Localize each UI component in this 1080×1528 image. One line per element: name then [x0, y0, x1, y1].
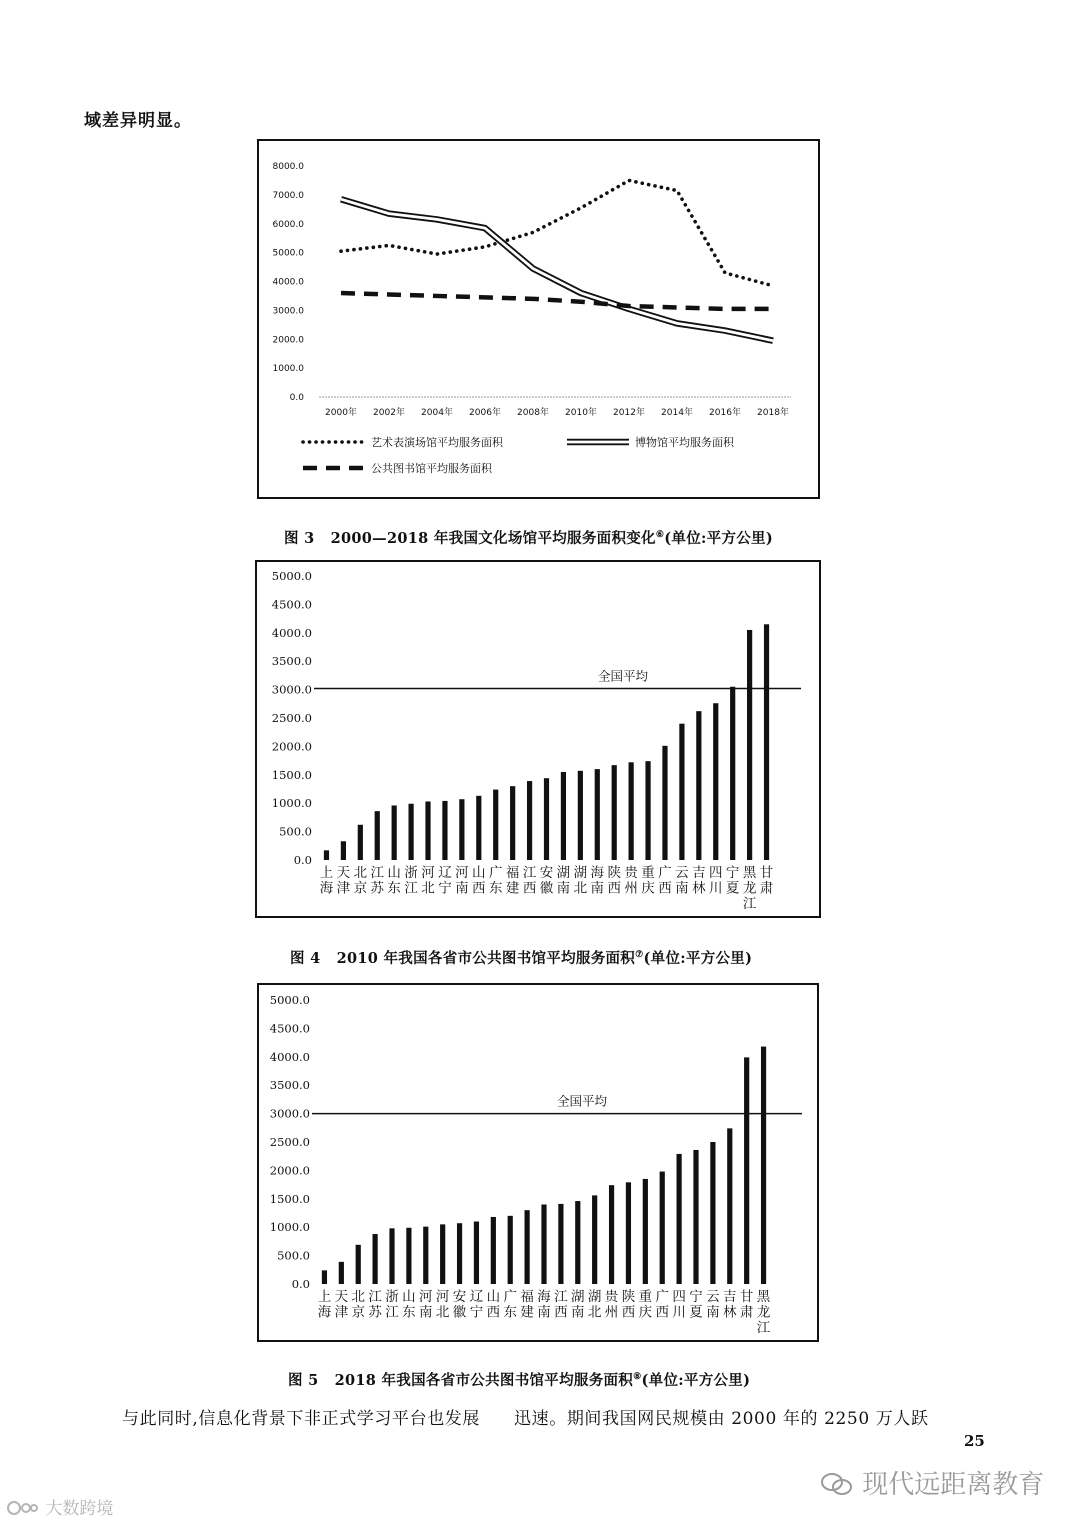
figure5-x-tick-label: 广西 — [655, 1289, 669, 1321]
figure3-y-tick-label: 6000.0 — [272, 219, 304, 230]
figure5-x-tick-label: 甘肃 — [739, 1289, 754, 1321]
figure4-y-tick-label: 2500.0 — [271, 711, 312, 725]
bilibili-logo-icon — [6, 1498, 40, 1518]
figure5-bar — [693, 1150, 698, 1284]
figure5-x-tick-label: 福建 — [520, 1289, 534, 1321]
figure3-y-tick-label: 0.0 — [289, 393, 304, 403]
figure4-x-tick-label: 安徽 — [539, 865, 554, 897]
figure5-y-tick-label: 4000.0 — [269, 1049, 310, 1064]
figure5-bar — [575, 1201, 580, 1284]
figure3-line-chart — [259, 141, 818, 497]
figure4-bar — [645, 761, 650, 860]
figure4-bar — [408, 804, 413, 860]
figure5-bar — [592, 1195, 597, 1284]
figure5-y-tick-label: 3500.0 — [269, 1078, 310, 1093]
page-number: 25 — [964, 1432, 985, 1450]
figure5-bar — [339, 1262, 344, 1284]
figure3-x-tick-label: 2016年 — [709, 408, 741, 418]
figure4-bar — [476, 796, 481, 860]
figure4-x-tick-label: 江西 — [522, 865, 537, 897]
figure5-average-label: 全国平均 — [556, 1093, 608, 1109]
figure3-x-tick-label: 2000年 — [325, 408, 357, 418]
figure5-x-tick-label: 湖南 — [571, 1289, 585, 1321]
figure5-x-tick-label: 吉林 — [723, 1289, 737, 1321]
figure4-x-tick-label: 黑龙江 — [742, 865, 757, 912]
figure4-caption — [290, 947, 752, 968]
figure4-bar — [662, 746, 667, 860]
figure3-caption-label: 图 3 — [284, 530, 315, 547]
figure4-bar — [358, 825, 363, 860]
figure5-y-tick-label: 5000.0 — [269, 993, 310, 1007]
figure4-x-tick-label: 陕西 — [607, 865, 621, 897]
figure3-caption-note: ⑥ — [655, 530, 665, 541]
figure4-x-tick-label: 贵州 — [624, 865, 638, 897]
figure4-x-tick-label: 上海 — [319, 865, 334, 897]
figure4-x-tick-label: 海南 — [590, 865, 605, 897]
figure5-x-tick-label: 四川 — [672, 1289, 686, 1321]
figure5-x-tick-label: 云南 — [706, 1289, 720, 1321]
figure4-bar — [425, 801, 430, 860]
figure5-x-tick-label: 广东 — [503, 1289, 517, 1321]
figure5-bar — [389, 1228, 394, 1284]
figure3-x-tick-label: 2014年 — [661, 408, 693, 418]
figure5-caption-unit: (单位:平方公里) — [641, 1372, 751, 1389]
figure5-bar — [322, 1270, 327, 1284]
figure5-caption-title: 2018 年我国各省市公共图书馆平均服务面积 — [334, 1372, 634, 1389]
figure5-bar — [643, 1179, 648, 1284]
figure5-bar — [609, 1185, 614, 1284]
figure5-frame — [257, 983, 819, 1342]
watermark-right — [820, 1464, 1044, 1501]
figure4-bar — [324, 850, 329, 860]
figure5-x-tick-label: 北京 — [351, 1289, 365, 1321]
figure4-x-tick-label: 北京 — [353, 865, 368, 897]
figure4-caption-unit: (单位:平方公里) — [643, 950, 753, 967]
figure4-bar — [392, 805, 397, 860]
figure5-bar — [440, 1224, 445, 1284]
figure5-x-tick-label: 安徽 — [452, 1289, 467, 1321]
figure5-caption-note: ⑧ — [633, 1372, 642, 1383]
figure3-y-tick-label: 8000.0 — [272, 162, 304, 172]
figure4-x-tick-label: 宁夏 — [725, 865, 740, 897]
figure3-caption — [284, 527, 773, 548]
figure3-x-tick-label: 2006年 — [469, 408, 501, 418]
figure5-x-tick-label: 江西 — [554, 1289, 568, 1321]
figure4-x-tick-label: 吉林 — [692, 865, 706, 897]
watermark-left — [6, 1494, 113, 1519]
body-text-line — [122, 1404, 929, 1429]
figure4-x-tick-label: 甘肃 — [759, 865, 774, 897]
figure5-x-tick-label: 江苏 — [368, 1289, 382, 1321]
figure4-x-tick-label: 山西 — [472, 865, 486, 897]
figure4-caption-note: ⑦ — [635, 950, 644, 961]
figure4-caption-title: 2010 年我国各省市公共图书馆平均服务面积 — [336, 950, 636, 967]
figure5-x-tick-label: 天津 — [334, 1289, 349, 1321]
figure5-x-tick-label: 贵州 — [604, 1289, 619, 1321]
figure5-y-tick-label: 4500.0 — [269, 1021, 310, 1036]
figure5-bar — [677, 1154, 682, 1284]
figure4-bar — [713, 703, 718, 860]
figure5-x-tick-label: 上海 — [317, 1289, 332, 1321]
figure4-average-label: 全国平均 — [597, 668, 649, 684]
figure5-bar — [491, 1217, 496, 1284]
figure5-x-tick-label: 河南 — [419, 1289, 433, 1321]
figure4-y-tick-label: 0.0 — [293, 853, 312, 867]
figure4-x-tick-label: 浙江 — [404, 865, 418, 897]
figure4-x-tick-label: 福建 — [505, 865, 520, 897]
figure5-x-tick-label: 山东 — [402, 1289, 416, 1321]
figure3-caption-unit: (单位:平方公里) — [664, 530, 774, 547]
figure5-bar — [508, 1216, 513, 1284]
figure3-y-tick-label: 3000.0 — [272, 306, 304, 317]
figure4-bar — [747, 630, 752, 860]
figure5-bar — [710, 1142, 715, 1284]
figure4-bar-chart — [257, 562, 819, 916]
figure4-x-tick-label: 广西 — [658, 865, 672, 897]
figure4-x-tick-label: 湖南 — [556, 865, 571, 897]
figure5-x-tick-label: 河北 — [435, 1289, 450, 1321]
figure4-x-tick-label: 江苏 — [370, 865, 384, 897]
figure3-x-tick-label: 2002年 — [373, 408, 405, 418]
figure4-x-tick-label: 山东 — [387, 865, 401, 897]
figure4-y-tick-label: 3500.0 — [271, 654, 312, 669]
figure5-y-tick-label: 1000.0 — [269, 1220, 310, 1235]
figure3-legend-label: 公共图书馆平均服务面积 — [371, 462, 492, 475]
figure5-bar — [761, 1047, 766, 1284]
figure4-bar — [493, 790, 498, 860]
figure3-y-tick-label: 7000.0 — [272, 190, 304, 201]
figure4-x-tick-label: 云南 — [675, 865, 689, 897]
figure4-bar — [696, 711, 701, 860]
figure3-y-tick-label: 5000.0 — [272, 248, 304, 259]
watermark-left-text: 大数跨境 — [45, 1499, 114, 1519]
figure5-bar — [727, 1128, 732, 1284]
figure4-bar — [527, 781, 532, 860]
figure5-bar — [626, 1182, 631, 1284]
figure5-bar — [541, 1204, 546, 1284]
figure5-bar — [558, 1204, 563, 1284]
figure4-y-tick-label: 3000.0 — [271, 682, 312, 697]
figure5-bar — [373, 1234, 378, 1284]
figure4-bar — [561, 772, 566, 860]
body-text-right: 迅速。期间我国网民规模由 2000 年的 2250 万人跃 — [514, 1409, 929, 1429]
figure4-x-tick-label: 辽宁 — [438, 865, 452, 897]
figure5-x-tick-label: 山西 — [486, 1289, 501, 1321]
figure5-bar — [457, 1223, 462, 1284]
figure4-y-tick-label: 4000.0 — [271, 625, 312, 640]
figure4-bar — [544, 778, 549, 860]
figure5-y-tick-label: 2500.0 — [269, 1135, 310, 1149]
figure3-x-tick-label: 2010年 — [565, 408, 597, 418]
figure5-y-tick-label: 500.0 — [277, 1248, 310, 1263]
figure4-x-tick-label: 河北 — [421, 865, 435, 897]
figure4-y-tick-label: 4500.0 — [271, 597, 312, 612]
figure5-caption — [288, 1369, 750, 1390]
figure5-caption-label: 图 5 — [288, 1372, 319, 1389]
figure4-bar — [442, 801, 447, 860]
wechat-icon — [820, 1472, 854, 1496]
figure5-x-tick-label: 浙江 — [385, 1289, 399, 1321]
watermark-right-text: 现代远距离教育 — [862, 1470, 1045, 1500]
figure4-x-tick-label: 广东 — [488, 865, 503, 897]
figure5-bar — [356, 1245, 361, 1284]
figure4-bar — [730, 687, 735, 860]
figure5-y-tick-label: 3000.0 — [269, 1106, 310, 1121]
intro-text: 域差异明显。 — [84, 111, 192, 131]
figure4-caption-label: 图 4 — [290, 950, 321, 967]
figure4-bar — [595, 769, 600, 860]
figure3-legend-label: 艺术表演场馆平均服务面积 — [371, 436, 503, 449]
figure3-legend-label: 博物馆平均服务面积 — [635, 436, 734, 449]
figure5-bar — [474, 1222, 479, 1284]
figure5-x-tick-label: 海南 — [537, 1289, 551, 1321]
figure5-bar — [406, 1228, 411, 1284]
figure5-bar — [660, 1172, 665, 1284]
figure4-x-tick-label: 湖北 — [573, 865, 588, 897]
figure3-x-tick-label: 2008年 — [517, 408, 549, 418]
figure4-x-tick-label: 重庆 — [641, 865, 655, 897]
figure3-y-tick-label: 4000.0 — [272, 277, 304, 288]
figure4-x-tick-label: 天津 — [336, 865, 351, 897]
figure5-bar — [525, 1210, 530, 1284]
figure3-frame — [257, 139, 820, 499]
figure4-bar — [341, 841, 346, 860]
figure5-y-tick-label: 0.0 — [291, 1277, 310, 1291]
figure5-x-tick-label: 陕西 — [621, 1289, 636, 1321]
figure4-bar — [612, 765, 617, 860]
figure3-series-line-0 — [341, 180, 773, 285]
figure5-x-tick-label: 辽宁 — [469, 1289, 484, 1321]
figure4-y-tick-label: 1000.0 — [271, 796, 312, 811]
body-text-left: 与此同时,信息化背景下非正式学习平台也发展 — [122, 1409, 481, 1429]
figure3-x-tick-label: 2012年 — [613, 408, 645, 418]
figure4-bar — [764, 624, 769, 860]
figure5-x-tick-label: 宁夏 — [689, 1289, 703, 1321]
figure5-bar — [744, 1057, 749, 1284]
figure5-x-tick-label: 重庆 — [638, 1289, 653, 1321]
figure4-bar — [679, 724, 684, 860]
figure4-x-tick-label: 四川 — [709, 865, 723, 897]
figure3-y-tick-label: 1000.0 — [272, 364, 304, 375]
figure4-bar — [375, 811, 380, 860]
figure4-y-tick-label: 500.0 — [279, 824, 312, 839]
figure5-x-tick-label: 湖北 — [587, 1289, 602, 1321]
figure4-bar — [459, 799, 464, 860]
figure4-frame — [255, 560, 821, 918]
figure4-x-tick-label: 河南 — [455, 865, 469, 897]
figure4-y-tick-label: 5000.0 — [271, 569, 312, 583]
figure4-y-tick-label: 1500.0 — [271, 767, 312, 782]
figure3-x-tick-label: 2018年 — [757, 408, 789, 418]
figure4-y-tick-label: 2000.0 — [271, 739, 312, 754]
figure5-y-tick-label: 1500.0 — [269, 1191, 310, 1206]
figure5-bar-chart — [259, 985, 817, 1340]
figure3-x-tick-label: 2004年 — [421, 408, 453, 418]
figure5-bar — [423, 1227, 428, 1284]
figure4-bar — [510, 786, 515, 860]
figure5-y-tick-label: 2000.0 — [269, 1163, 310, 1178]
figure3-caption-title: 2000—2018 年我国文化场馆平均服务面积变化 — [330, 530, 656, 547]
figure3-y-tick-label: 2000.0 — [272, 335, 304, 346]
figure4-bar — [629, 762, 634, 860]
figure5-x-tick-label: 黑龙江 — [756, 1289, 771, 1336]
figure3-series-line-2 — [341, 293, 773, 309]
figure4-bar — [578, 771, 583, 860]
